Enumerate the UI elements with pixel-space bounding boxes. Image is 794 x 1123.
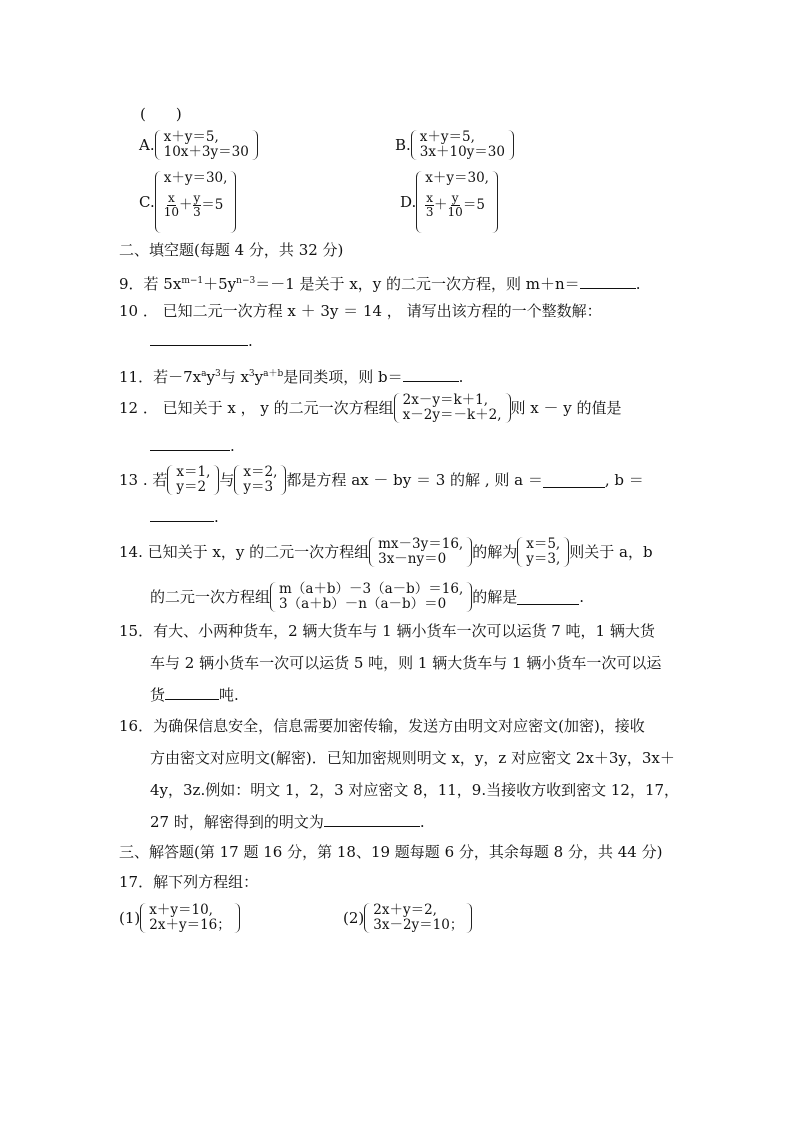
equation-system: x＝5, y＝3,: [517, 537, 569, 567]
question-13: 13 . 若 x＝1, y＝2 与 x＝2, y＝3 都是方程 ax － by ＝ 3 的解 , 则 a ＝ , b ＝: [119, 464, 644, 495]
section-heading-solve: 三、解答题(第 17 题 16 分，第 18、19 题每题 6 分，其余每题 8 分，共 44 分): [119, 843, 663, 861]
option-letter: A.: [139, 136, 155, 154]
question-16-line2: 方由密文对应明文(解密)．已知加密规则明文 x，y，z 对应密文 2x＋3y，3x＋: [150, 749, 675, 767]
equation-system: mx－3y＝16, 3x－ny＝0: [369, 537, 472, 567]
equation-system: x＋y＝30, $\frac{x}{3}$ ＋ $\frac{y}{10}$ ＝5: [416, 171, 498, 233]
question-10-answer: .: [150, 331, 253, 351]
question-12: 12 ． 已知关于 x ， y 的二元一次方程组 2x－y＝k＋1, x－2y＝－k＋2, 则 x － y 的值是: [119, 392, 622, 423]
question-11: 11．若$-7x^ay^3$与 $x^3y^{a+b}$是同类项，则 b＝ .: [119, 368, 464, 386]
answer-paren: ( ): [140, 105, 182, 123]
equation-system: x＝2, y＝3: [234, 465, 286, 495]
option-c: [139, 171, 236, 233]
equation-system: x＋y＝30, $\frac{x}{10}$ ＋ $\frac{y}{3}$ ＝5: [155, 171, 237, 233]
question-10: 10 ． 已知二元一次方程 x ＋ 3y ＝ 14 ， 请写出该方程的一个整数解：: [119, 302, 602, 320]
question-16-line4: 27 时，解密得到的明文为 .: [150, 813, 425, 831]
equation-system: 2x－y＝k＋1, x－2y＝－k＋2,: [394, 393, 511, 423]
option-letter: D.: [400, 193, 417, 211]
question-16-line3: 4y，3z.例如：明文 1，2，3 对应密文 8，11，9.当接收方收到密文 12，17，: [150, 781, 680, 799]
question-15-line2: 车与 2 辆小货车一次可以运货 5 吨，则 1 辆大货车与 1 辆小货车一次可以运: [150, 654, 662, 672]
option-a: [139, 130, 258, 160]
answer-blank[interactable]: [324, 812, 420, 827]
answer-blank[interactable]: [517, 590, 579, 605]
question-13-answer: .: [150, 507, 219, 527]
equation-system: 2x＋y＝2, 3x－2y＝10；: [364, 903, 472, 933]
question-12-answer: .: [150, 436, 235, 456]
question-17-part2: (2) 2x＋y＝2, 3x－2y＝10；: [343, 903, 472, 933]
option-letter: C.: [139, 193, 155, 211]
equation-system: x＋y＝5, 3x＋10y＝30: [411, 130, 514, 160]
answer-blank[interactable]: [403, 367, 459, 382]
question-15-line3: 货 吨.: [150, 686, 239, 704]
answer-blank[interactable]: [150, 331, 248, 346]
equation-system: x＋y＝10, 2x＋y＝16；: [140, 903, 240, 933]
equation-system: x＝1, y＝2: [167, 465, 219, 495]
question-14-line2: 的二元一次方程组 m（a＋b）－3（a－b）＝16, 3（a＋b）－n（a－b）＝0 的解是 .: [150, 581, 585, 612]
equation-system: x＋y＝5, 10x＋3y＝30: [155, 130, 258, 160]
equation-system: m（a＋b）－3（a－b）＝16, 3（a＋b）－n（a－b）＝0: [270, 582, 472, 612]
question-15-line1: 15．有大、小两种货车，2 辆大货车与 1 辆小货车一次可以运货 7 吨，1 辆大货: [119, 622, 655, 640]
question-16-line1: 16．为确保信息安全，信息需要加密传输，发送方由明文对应密文(加密)，接收: [119, 717, 645, 735]
option-d: [400, 171, 498, 233]
answer-blank[interactable]: [150, 436, 230, 451]
question-17-title: 17．解下列方程组：: [119, 873, 259, 891]
option-b: [395, 130, 514, 160]
option-letter: B.: [395, 136, 411, 154]
answer-blank-b[interactable]: [150, 507, 214, 522]
answer-blank-a[interactable]: [543, 473, 605, 488]
question-14: 14. 已知关于 x，y 的二元一次方程组 mx－3y＝16, 3x－ny＝0 的解为 x＝5, y＝3, 则关于 a，b: [119, 536, 653, 567]
section-heading-fill-in: 二、填空题(每题 4 分，共 32 分): [119, 241, 344, 259]
question-9: 9．若 $5x^{m-1}+5y^{n-3}=-1$ 是关于 x，y 的二元一次方程，则 m＋n＝ .: [119, 275, 641, 293]
answer-blank[interactable]: [165, 685, 219, 700]
question-17-part1: (1) x＋y＝10, 2x＋y＝16；: [119, 903, 240, 933]
answer-blank[interactable]: [580, 274, 636, 289]
